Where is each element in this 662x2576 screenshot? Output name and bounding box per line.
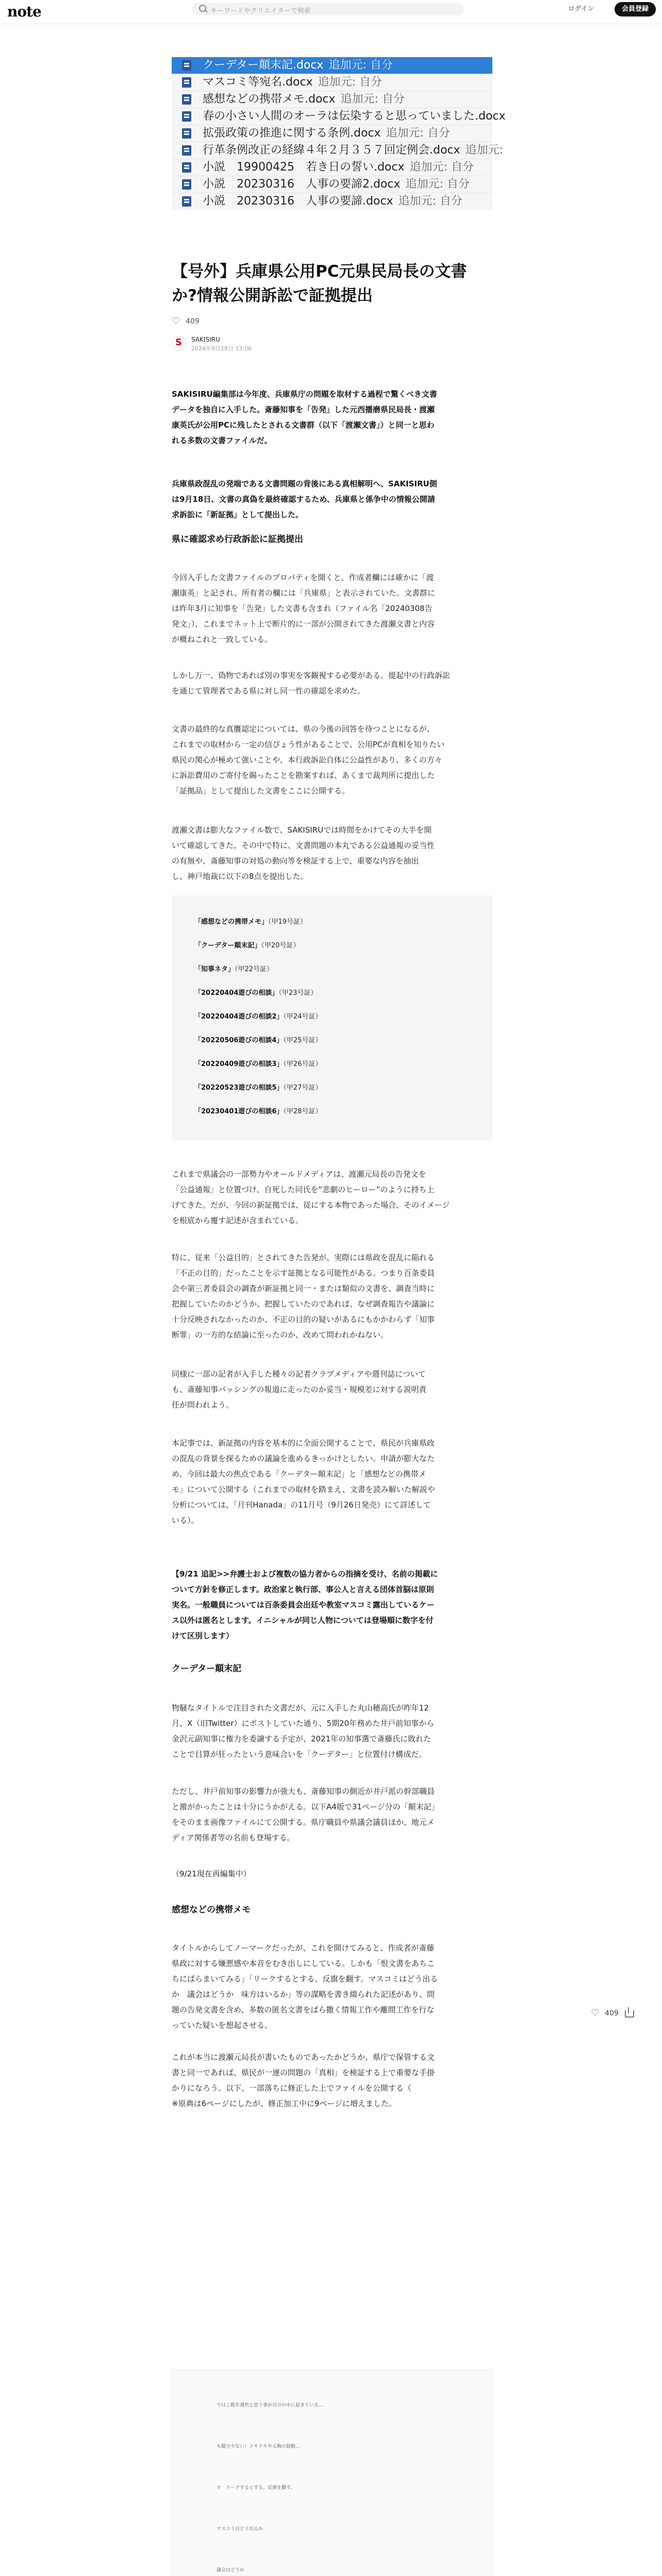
text-line: も、斎藤知事バッシングの報道に走ったのか妥当・規模差に対する説明責: [172, 1385, 427, 1394]
text-line: 同様に一部の記者が入手した種々の記者クラブメディアや週刊誌について: [172, 1369, 426, 1379]
text-line: 「公益通報」と位置づけ、自死した同氏を“悲劇のヒーロー”のように持ち上: [172, 1185, 435, 1194]
file-name: 春の小さい人間のオーラは伝染すると思っていました.docx: [203, 110, 506, 123]
text-line: を通じて管理者である県に対し同一性の確認を求めた。: [172, 686, 366, 696]
file-name: 行革条例改正の経緯４年２月３５７回定例会.docx 追加元:: [203, 144, 503, 157]
text-line: 渡瀬文書は膨大なファイル数で、SAKISIRUでは時間をかけてその大半を開: [172, 825, 432, 835]
para-2: [172, 476, 492, 522]
file-name: マスコミ等宛名.docx 追加元: 自分: [203, 76, 382, 89]
word-file-icon: [182, 179, 191, 190]
evidence-item: 「感想などの携帯メモ」（甲19号証）: [194, 918, 307, 926]
file-added-by: 追加元: 自分: [318, 76, 382, 89]
file-row: [172, 91, 492, 108]
text-line: っていた疑いを想起させる。: [172, 2021, 273, 2030]
file-row: [172, 159, 492, 176]
text-line: は9月18日、文書の真偽を最終確認するため、兵庫県と係争中の情報公開請: [172, 495, 435, 504]
text-line: 十分反映されなかったのか、不正の目的の疑いがあるにもかかわらず「知事: [172, 1315, 435, 1324]
search-placeholder: キーワードやクリエイターで検索: [210, 7, 311, 15]
signup-button[interactable]: 会員登録: [615, 2, 656, 16]
para-7: [172, 1166, 492, 1228]
text-line: SAKISIRU編集部は今年度、兵庫県庁の問題を取材する過程で驚くべき文書: [172, 389, 437, 399]
file-added-by: 追加元:: [465, 144, 503, 157]
section-heading-3: 感想などの携帯メモ: [172, 1905, 251, 1915]
file-name: 小説 19900425 若き日の誓い.docx 追加元: 自分: [203, 161, 474, 174]
file-row: [172, 57, 492, 74]
memo-document-image: [172, 2370, 492, 2576]
text-line: に訴訟費用のご寄付を賜ったことを勘案すれば、あくまで裁判所に提出した: [172, 771, 435, 780]
text-line: の混乱の背景を探るための議論を進めるきっかけとしたい。申請が膨大なた: [172, 1454, 435, 1463]
para-10: [172, 1435, 492, 1528]
text-line: 県政に対する嫌悪感や本音をむき出しにしている。しかも「恨文書をあちこ: [172, 1959, 435, 1968]
search-icon: [199, 5, 206, 12]
evidence-item: 「20220506遊びの相談4」（甲25号証）: [194, 1037, 322, 1044]
text-line: ついて方針を修正します。政治家と執行部、事公人と言える団体首脳は原則: [172, 1585, 434, 1594]
text-line: 「証拠品」として提出した文書をここに公開する。: [172, 786, 350, 795]
text-line: しかし万一、偽物であれば別の事実を客観視する必要がある。提起中の行政訴訟: [172, 671, 451, 680]
text-line: タイトルからしてノーマークだったが、これを開けてみると、作成者が斎藤: [172, 1943, 435, 1953]
note-logo[interactable]: note: [7, 3, 41, 20]
memo-line: も随分少ない！ドキドキやる胸の鼓動...: [217, 2444, 300, 2449]
text-line: いる）。: [172, 1516, 199, 1525]
text-line: いて確認してきた。その中で特に、文書問題の本丸である公益通報の妥当性: [172, 841, 435, 850]
text-line: 書と同一であれば、県民が一連の問題の「真相」を検証する上で重要な手掛: [172, 2068, 435, 2077]
file-row: [172, 108, 506, 125]
word-file-icon: [182, 145, 191, 156]
text-line: をそのまま画像ファイルにて公開する。県庁職員や県議会議員ほか、地元メ: [172, 1818, 435, 1827]
para-14: [172, 1940, 492, 2033]
word-file-icon: [182, 162, 191, 173]
file-row: [172, 193, 492, 210]
text-line: 任が問われよう。: [172, 1400, 234, 1410]
file-list-image: [172, 57, 506, 234]
text-line: 瀬康英」と記され、所有者の欄には「兵庫県」と表示されていた。文書群に: [172, 588, 435, 598]
file-added-by: 追加元: 自分: [328, 59, 393, 72]
file-added-by: 追加元: 自分: [386, 127, 450, 140]
evidence-item: 「20220409遊びの相談3」（甲26号証）: [194, 1060, 322, 1068]
author-name[interactable]: SAKISIRU: [191, 336, 220, 343]
file-added-by: 追加元: 自分: [409, 161, 474, 174]
text-line: 実名。一般職員については百条委員会出廷や教室マスコミ露出しているケー: [172, 1600, 435, 1609]
word-file-icon: [182, 77, 191, 88]
text-line: の有無や、斎藤知事の対処の動向等を検証する上で、重要な内容を抽出: [172, 856, 419, 866]
avatar[interactable]: S: [172, 336, 186, 350]
file-added-by: 追加元: 自分: [340, 93, 405, 106]
heart-icon[interactable]: [591, 2010, 599, 2016]
text-line: か 議会はどうか 味方はいるか」等の謀略を書き綴られた記述があり、問: [172, 1990, 435, 1999]
text-line: 発文」）、これまでネット上で断片的に一部が公開されてきた渡瀬文書と内容: [172, 619, 435, 629]
text-line: これまでの取材から一定の信ぴょう性があることで、公用PCが真相を知りたい: [172, 740, 445, 749]
text-line: かりになろう。以下、一部落ちに修正した上でファイルを公開する（: [172, 2083, 411, 2093]
file-added-by: 追加元: 自分: [405, 178, 470, 191]
text-line: 金沢元副知事に権力を委譲する予定が、2021年の知事選で斎藤氏に敗れた: [172, 1734, 432, 1743]
text-line: 断罪」の一方的な結論に至ったのか、改めて問われかねない。: [172, 1330, 389, 1340]
title-line: 【号外】兵庫県公用PC元県民局長の文書: [172, 262, 467, 281]
text-line: ただし、井戸前知事の影響力が強大も、斎藤知事の側近が井戸派の幹部職員: [172, 1787, 435, 1796]
text-line: ことで目算が狂ったという意味合いを「クーデター」と位置付け構成だ。: [172, 1750, 427, 1759]
text-line: これまで県議会の一部勢力やオールドメディアは、渡瀬元局長の告発文を: [172, 1170, 426, 1179]
text-line: 今回入手した文書ファイルのプロパティを開くと、作成者欄には確かに「渡: [172, 573, 434, 582]
text-line: 把握していたのかどうか、把握していたのであれば、なぜ調査報告や議論に: [172, 1299, 435, 1309]
site-header: [0, 0, 662, 24]
para-15: [172, 2049, 492, 2111]
text-line: 本記事では、新証拠の内容を基本的に全面公開することで、県民が兵庫県政: [172, 1438, 435, 1448]
text-line: 求訴訟に「新証拠」として提出した。: [172, 510, 304, 519]
file-name: 小説 20230316 人事の要諦2.docx 追加元: 自分: [203, 178, 470, 191]
text-line: 題の告発文書を含め、多数の匿名文書をばら撒く情報工作や離間工作を行な: [172, 2005, 435, 2014]
text-line: し、神戸地裁に以下の8点を提出した。: [172, 872, 308, 881]
post-date: 2024年9月18日 13:06: [191, 345, 252, 352]
text-line: ス以外は匿名とします。イニシャルが同じ人物については登場順に数字を付: [172, 1616, 434, 1625]
text-line: 文書の最終的な真贋認定については、県の今後の回答を待つことになるが、: [172, 724, 435, 734]
evidence-item: 「知事ネタ」（甲22号証）: [194, 965, 274, 973]
text-line: 「不正の目的」だったことを示す証拠となる可能性がある。つまり百条委員: [172, 1268, 435, 1278]
para-12: [172, 1700, 492, 1762]
text-line: 特に、従来「公益目的」とされてきた告発が、実際には県政を混乱に陥れる: [172, 1253, 435, 1262]
memo-line: ロ リークするとする。反旗を翻す。: [217, 2485, 295, 2490]
text-line: 康英氏が公用PCに残したとされる文書群（以下「渡瀬文書」）と同一と思わ: [172, 420, 435, 430]
memo-line: 議会はどうか: [217, 2568, 245, 2573]
memo-line: マスコミはどう出るか: [217, 2527, 263, 2532]
memo-line: ではこ数年漫然と思う事が自分の中に起きている...: [217, 2403, 323, 2408]
evidence-item: 「20230401遊びの相談6」（甲28号証）: [194, 1108, 322, 1115]
para-9: [172, 1366, 492, 1413]
file-row: [172, 176, 492, 193]
heart-icon[interactable]: [172, 318, 179, 325]
title-line: か?情報公開訴訟で証拠提出: [172, 286, 373, 305]
text-line: 物騒なタイトルで注目された文書だが、元に入手した丸山穂高氏が昨年12: [172, 1703, 429, 1713]
text-line: れる多数の文書ファイルだ。: [172, 436, 272, 445]
text-line: 月、X（旧Twitter）にポストしていた通り、5期20年務めた井戸前知事から: [172, 1719, 435, 1728]
floating-like[interactable]: [591, 2009, 619, 2018]
word-file-icon: [182, 94, 191, 105]
word-file-icon: [182, 60, 191, 71]
text-line: けて区別します）: [172, 1631, 234, 1640]
para-11: [172, 1566, 492, 1643]
para-1: [172, 386, 492, 448]
para-8: [172, 1250, 492, 1343]
text-line: め、今回は最大の焦点である「クーデター顛末記」と「感想などの携帯メ: [172, 1469, 426, 1479]
section-heading-2: クーデター顛末記: [172, 1664, 242, 1674]
text-line: ちにばらまいてみる」「リークするとする。反旗を翻す。マスコミはどう出る: [172, 1974, 438, 1984]
evidence-item: 「20220523遊びの相談5」（甲27号証）: [194, 1084, 322, 1092]
file-row: [172, 74, 492, 91]
file-name: 感想などの携帯メモ.docx 追加元: 自分: [203, 93, 405, 106]
like-count: 409: [186, 317, 200, 326]
section-heading-1: 県に確認求め行政訴訟に証拠提出: [172, 534, 303, 545]
text-line: 兵庫県政混乱の発端である文書問題の背後にある真相解明へ、SAKISIRU側: [172, 479, 437, 488]
text-line: は昨年3月に知事を「告発」した文書も含まれ（ファイル名「20240308告: [172, 604, 433, 613]
file-added-by: 追加元: 自分: [398, 195, 462, 208]
text-line: これが本当に渡瀬元局長が書いたものであったかどうか、県庁で保管する文: [172, 2053, 435, 2062]
word-file-icon: [182, 128, 191, 139]
article-title: [172, 260, 492, 308]
evidence-list: [172, 895, 492, 1141]
para-3: [172, 570, 492, 647]
word-file-icon: [182, 196, 191, 207]
text-line: 県民の関心が極めて強いことや、本行政訴訟自体に公益性があり、多くの方々: [172, 755, 442, 765]
text-line: 分析については、「月刊Hanada」の11月号（9月26日発売）にて詳述して: [172, 1500, 431, 1510]
text-line: と激がかったことは十分にうかがえる。以下A4版で31ページ分の「顛末記」: [172, 1802, 439, 1811]
text-line: モ」について公開する（これまでの取材を踏まえ、文書を読み解いた解説や: [172, 1485, 435, 1494]
evidence-item: 「20220404遊びの相談2」（甲24号証）: [194, 1013, 322, 1021]
file-name: 小説 20230316 人事の要諦.docx 追加元: 自分: [203, 195, 462, 208]
text-line: 【9/21 追記>>弁護士および複数の協力者からの指摘を受け、名前の掲載に: [172, 1569, 438, 1579]
like-counter[interactable]: [172, 317, 200, 326]
text-line: を根底から覆す記述が含まれている。: [172, 1216, 304, 1225]
search-bar[interactable]: [192, 3, 464, 15]
text-line: データを独自に入手した。斎藤知事を「告発」した元西播磨県民局長・渡瀬: [172, 405, 435, 414]
file-row: [172, 142, 503, 159]
text-line: げてきた。だが、今回の新証拠では、従にする本物であった場合、そのイメージ: [172, 1200, 450, 1210]
para-13: [172, 1784, 492, 1845]
para-4: [172, 668, 492, 699]
evidence-item: 「クーデター顛末記」（甲20号証）: [194, 942, 300, 950]
login-button[interactable]: ログイン: [568, 5, 594, 13]
text-line: ※原典は6ページにしたが、修正加工中に9ページに増えました。: [172, 2099, 397, 2108]
para-6: [172, 822, 492, 884]
text-line: が概ねこれと一致している。: [172, 635, 273, 644]
like-count: 409: [605, 2009, 619, 2018]
file-name: クーデター顛末記.docx 追加元: 自分: [203, 59, 393, 72]
file-row: [172, 125, 492, 142]
para-5: [172, 721, 492, 799]
share-icon[interactable]: [625, 2008, 633, 2018]
file-name: 拡張政策の推進に関する条例.docx 追加元: 自分: [203, 127, 450, 140]
text-line: ディア関係者等の名前も登場する。: [172, 1833, 295, 1842]
word-file-icon: [182, 111, 191, 122]
text-line: 会や第三者委員会の調査が新証拠と同一・または類似の文書を、調査当時に: [172, 1284, 435, 1293]
para-13b: （9/21現在再編集中）: [172, 1869, 251, 1878]
evidence-item: 「20220404遊びの相談」（甲23号証）: [194, 989, 318, 997]
